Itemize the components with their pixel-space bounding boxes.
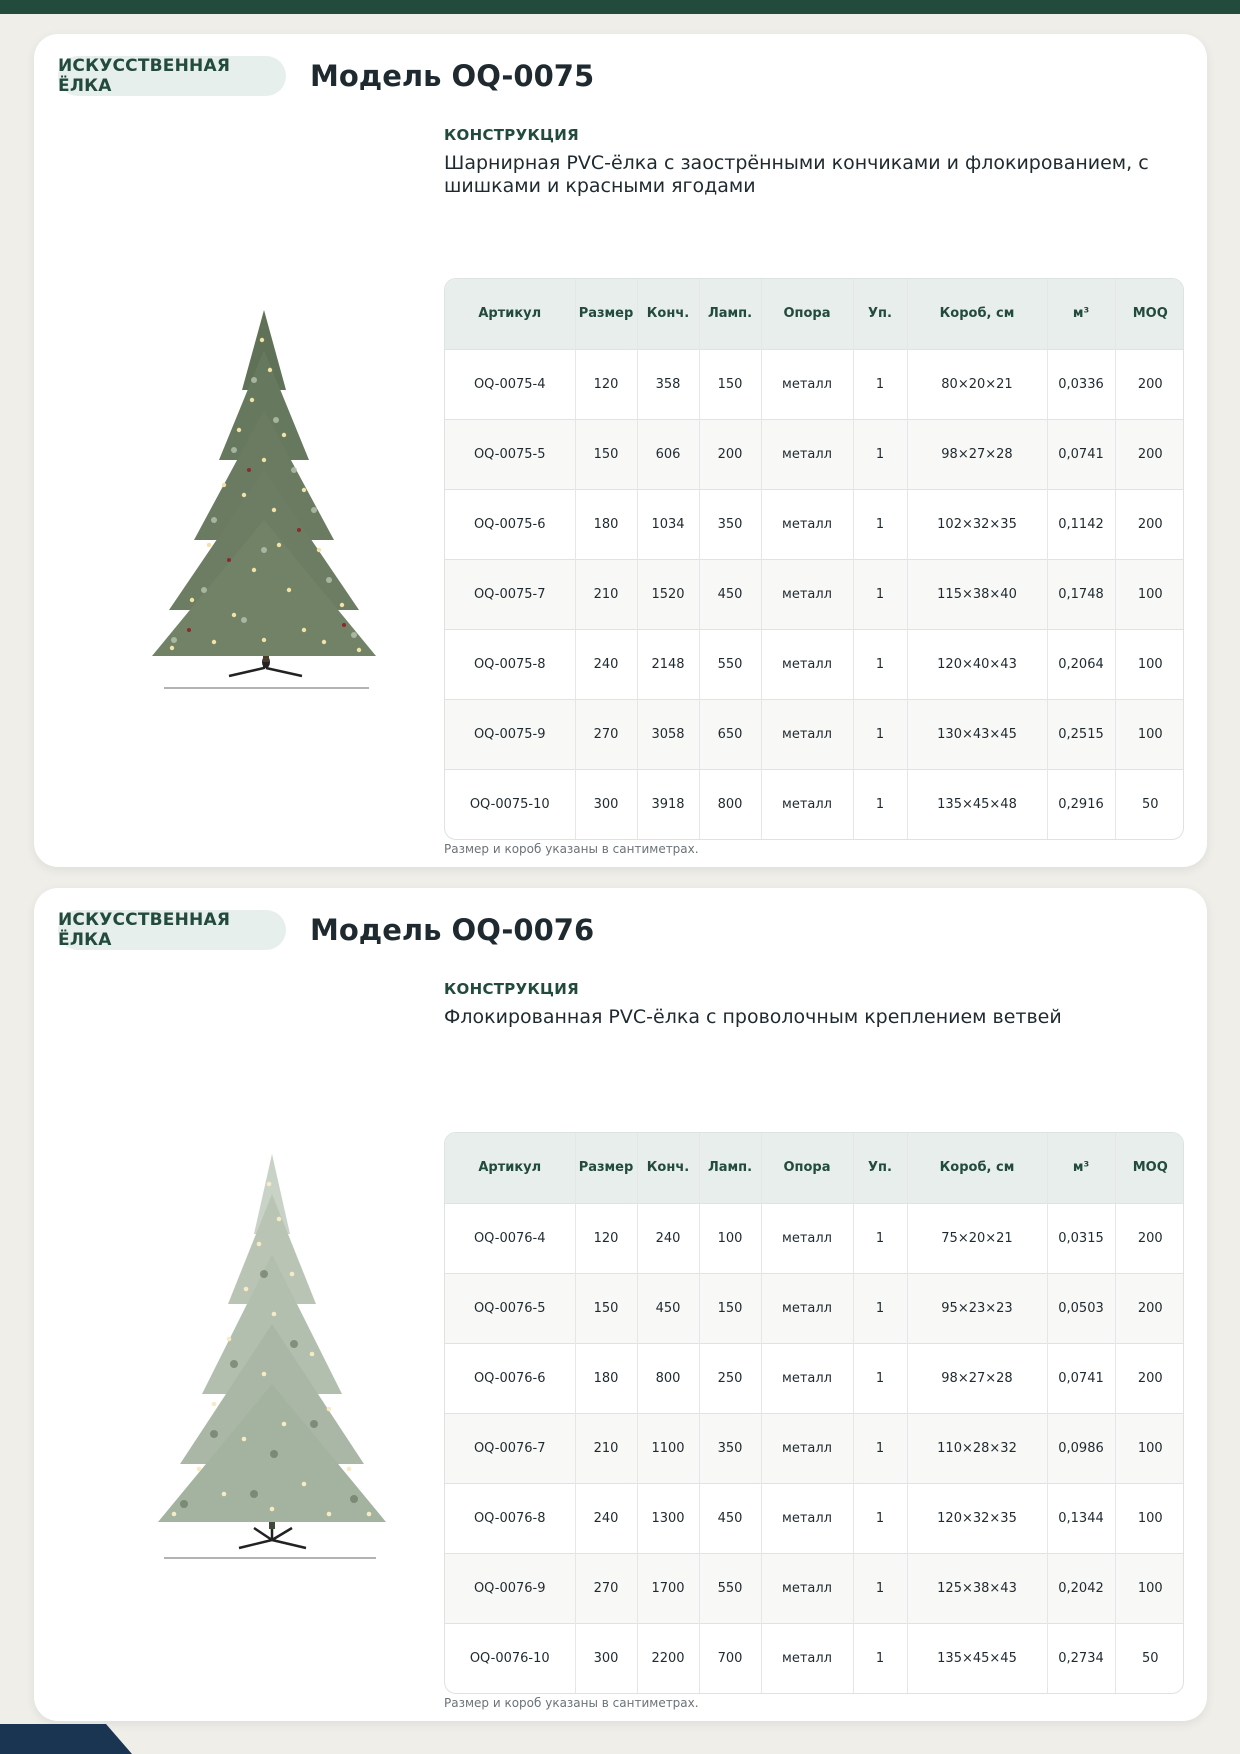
cell-tips: 3058 [637, 699, 699, 769]
cell-lamps: 150 [699, 1273, 761, 1343]
header-moq: MOQ [1115, 279, 1184, 349]
cell-moq: 50 [1115, 1623, 1184, 1693]
cell-lamps: 350 [699, 1413, 761, 1483]
model-title: Модель OQ-0075 [310, 59, 595, 93]
top-accent-bar [0, 0, 1240, 14]
cell-lamps: 350 [699, 489, 761, 559]
cell-pack: 1 [853, 1483, 907, 1553]
cell-pack: 1 [853, 699, 907, 769]
cell-volume: 0,1344 [1047, 1483, 1115, 1553]
cell-pack: 1 [853, 769, 907, 839]
cell-box: 135×45×48 [907, 769, 1047, 839]
cell-article: OQ-0076-8 [445, 1483, 575, 1553]
header-box: Короб, см [907, 279, 1047, 349]
table-row [445, 699, 1184, 769]
corner-accent-shape [0, 1724, 132, 1754]
category-badge: ИСКУССТВЕННАЯ ЁЛКА [58, 56, 286, 96]
header-size: Размер [575, 279, 637, 349]
cell-tips: 1034 [637, 489, 699, 559]
cell-stand: металл [761, 769, 853, 839]
cell-box: 130×43×45 [907, 699, 1047, 769]
cell-lamps: 450 [699, 1483, 761, 1553]
table-row [445, 489, 1184, 559]
product-card-oq-0075 [34, 34, 1207, 867]
cell-article: OQ-0075-4 [445, 349, 575, 419]
table-row [445, 559, 1184, 629]
cell-moq: 100 [1115, 699, 1184, 769]
cell-volume: 0,2064 [1047, 629, 1115, 699]
cell-lamps: 200 [699, 419, 761, 489]
cell-size: 180 [575, 489, 637, 559]
cell-tips: 1100 [637, 1413, 699, 1483]
cell-pack: 1 [853, 1273, 907, 1343]
cell-moq: 200 [1115, 489, 1184, 559]
construction-label: КОНСТРУКЦИЯ [444, 980, 579, 998]
model-title: Модель OQ-0076 [310, 913, 595, 947]
cell-moq: 200 [1115, 1273, 1184, 1343]
cell-article: OQ-0076-9 [445, 1553, 575, 1623]
cell-tips: 240 [637, 1203, 699, 1273]
cell-volume: 0,0336 [1047, 349, 1115, 419]
cell-box: 75×20×21 [907, 1203, 1047, 1273]
category-badge: ИСКУССТВЕННАЯ ЁЛКА [58, 910, 286, 950]
construction-description: Шарнирная PVC-ёлка с заострёнными кончиками и флокированием, с шишками и красными ягодами [444, 152, 1149, 197]
cell-moq: 200 [1115, 1203, 1184, 1273]
cell-article: OQ-0075-6 [445, 489, 575, 559]
cell-tips: 358 [637, 349, 699, 419]
cell-box: 120×32×35 [907, 1483, 1047, 1553]
cell-box: 110×28×32 [907, 1413, 1047, 1483]
spec-table [445, 1133, 1184, 1693]
cell-box: 120×40×43 [907, 629, 1047, 699]
cell-lamps: 550 [699, 1553, 761, 1623]
cell-lamps: 150 [699, 349, 761, 419]
cell-article: OQ-0076-10 [445, 1623, 575, 1693]
cell-box: 102×32×35 [907, 489, 1047, 559]
table-row [445, 1553, 1184, 1623]
header-article: Артикул [445, 279, 575, 349]
cell-pack: 1 [853, 1203, 907, 1273]
header-lamps: Ламп. [699, 279, 761, 349]
cell-box: 125×38×43 [907, 1553, 1047, 1623]
tree-photo-icon [114, 1124, 414, 1584]
tree-illustration [114, 270, 414, 730]
cell-tips: 3918 [637, 769, 699, 839]
cell-volume: 0,0741 [1047, 1343, 1115, 1413]
cell-tips: 1520 [637, 559, 699, 629]
cell-article: OQ-0075-10 [445, 769, 575, 839]
construction-label: КОНСТРУКЦИЯ [444, 126, 579, 144]
cell-size: 120 [575, 349, 637, 419]
spec-table-container [444, 1132, 1184, 1694]
cell-tips: 2200 [637, 1623, 699, 1693]
cell-moq: 100 [1115, 1413, 1184, 1483]
header-lamps: Ламп. [699, 1133, 761, 1203]
table-header-row [445, 1133, 1184, 1203]
cell-stand: металл [761, 629, 853, 699]
cell-stand: металл [761, 1343, 853, 1413]
cell-tips: 450 [637, 1273, 699, 1343]
cell-moq: 100 [1115, 559, 1184, 629]
table-note: Размер и короб указаны в сантиметрах. [444, 1696, 699, 1710]
cell-stand: металл [761, 1273, 853, 1343]
cell-moq: 200 [1115, 1343, 1184, 1413]
cell-volume: 0,2515 [1047, 699, 1115, 769]
cell-pack: 1 [853, 1553, 907, 1623]
cell-tips: 1300 [637, 1483, 699, 1553]
table-row [445, 1203, 1184, 1273]
cell-size: 120 [575, 1203, 637, 1273]
cell-stand: металл [761, 699, 853, 769]
header-volume: м³ [1047, 279, 1115, 349]
spec-table [445, 279, 1184, 839]
cell-stand: металл [761, 1623, 853, 1693]
header-stand: Опора [761, 1133, 853, 1203]
cell-lamps: 700 [699, 1623, 761, 1693]
cell-volume: 0,2916 [1047, 769, 1115, 839]
cell-stand: металл [761, 349, 853, 419]
cell-stand: металл [761, 419, 853, 489]
header-stand: Опора [761, 279, 853, 349]
cell-pack: 1 [853, 489, 907, 559]
cell-volume: 0,0503 [1047, 1273, 1115, 1343]
cell-stand: металл [761, 1413, 853, 1483]
cell-stand: металл [761, 1203, 853, 1273]
header-moq: MOQ [1115, 1133, 1184, 1203]
cell-size: 210 [575, 559, 637, 629]
cell-size: 210 [575, 1413, 637, 1483]
cell-box: 95×23×23 [907, 1273, 1047, 1343]
cell-size: 300 [575, 1623, 637, 1693]
header-volume: м³ [1047, 1133, 1115, 1203]
cell-article: OQ-0075-7 [445, 559, 575, 629]
cell-size: 270 [575, 699, 637, 769]
cell-box: 80×20×21 [907, 349, 1047, 419]
cell-lamps: 250 [699, 1343, 761, 1413]
header-size: Размер [575, 1133, 637, 1203]
cell-volume: 0,0741 [1047, 419, 1115, 489]
cell-size: 180 [575, 1343, 637, 1413]
cell-size: 150 [575, 419, 637, 489]
cell-size: 150 [575, 1273, 637, 1343]
cell-tips: 800 [637, 1343, 699, 1413]
cell-box: 135×45×45 [907, 1623, 1047, 1693]
cell-stand: металл [761, 1483, 853, 1553]
header-pack: Уп. [853, 1133, 907, 1203]
cell-pack: 1 [853, 559, 907, 629]
cell-pack: 1 [853, 349, 907, 419]
cell-moq: 100 [1115, 629, 1184, 699]
cell-article: OQ-0076-6 [445, 1343, 575, 1413]
cell-lamps: 450 [699, 559, 761, 629]
cell-pack: 1 [853, 1623, 907, 1693]
tree-photo-icon [114, 270, 414, 730]
cell-size: 300 [575, 769, 637, 839]
cell-moq: 200 [1115, 419, 1184, 489]
cell-volume: 0,0315 [1047, 1203, 1115, 1273]
spec-table-container [444, 278, 1184, 840]
header-pack: Уп. [853, 279, 907, 349]
cell-article: OQ-0076-7 [445, 1413, 575, 1483]
tree-illustration [114, 1124, 414, 1584]
cell-volume: 0,1748 [1047, 559, 1115, 629]
header-box: Короб, см [907, 1133, 1047, 1203]
cell-tips: 2148 [637, 629, 699, 699]
cell-article: OQ-0075-9 [445, 699, 575, 769]
table-row [445, 349, 1184, 419]
product-card-oq-0076 [34, 888, 1207, 1721]
cell-box: 115×38×40 [907, 559, 1047, 629]
cell-pack: 1 [853, 629, 907, 699]
cell-stand: металл [761, 489, 853, 559]
cell-lamps: 100 [699, 1203, 761, 1273]
cell-box: 98×27×28 [907, 1343, 1047, 1413]
cell-volume: 0,1142 [1047, 489, 1115, 559]
table-row [445, 1623, 1184, 1693]
table-header-row [445, 279, 1184, 349]
cell-moq: 100 [1115, 1483, 1184, 1553]
header-tips: Конч. [637, 279, 699, 349]
cell-volume: 0,0986 [1047, 1413, 1115, 1483]
table-row [445, 1273, 1184, 1343]
cell-pack: 1 [853, 419, 907, 489]
cell-tips: 606 [637, 419, 699, 489]
header-article: Артикул [445, 1133, 575, 1203]
cell-size: 270 [575, 1553, 637, 1623]
cell-lamps: 550 [699, 629, 761, 699]
table-row [445, 1483, 1184, 1553]
construction-description: Флокированная PVC-ёлка с проволочным креплением ветвей [444, 1006, 1062, 1028]
cell-stand: металл [761, 1553, 853, 1623]
table-note: Размер и короб указаны в сантиметрах. [444, 842, 699, 856]
cell-pack: 1 [853, 1343, 907, 1413]
cell-size: 240 [575, 1483, 637, 1553]
table-row [445, 1343, 1184, 1413]
cell-volume: 0,2042 [1047, 1553, 1115, 1623]
cell-stand: металл [761, 559, 853, 629]
cell-article: OQ-0075-8 [445, 629, 575, 699]
cell-volume: 0,2734 [1047, 1623, 1115, 1693]
cell-size: 240 [575, 629, 637, 699]
table-row [445, 769, 1184, 839]
cell-box: 98×27×28 [907, 419, 1047, 489]
cell-article: OQ-0076-4 [445, 1203, 575, 1273]
cell-article: OQ-0075-5 [445, 419, 575, 489]
cell-moq: 200 [1115, 349, 1184, 419]
table-row [445, 629, 1184, 699]
cell-tips: 1700 [637, 1553, 699, 1623]
cell-article: OQ-0076-5 [445, 1273, 575, 1343]
cell-lamps: 800 [699, 769, 761, 839]
cell-pack: 1 [853, 1413, 907, 1483]
table-row [445, 419, 1184, 489]
cell-moq: 100 [1115, 1553, 1184, 1623]
cell-moq: 50 [1115, 769, 1184, 839]
table-row [445, 1413, 1184, 1483]
cell-lamps: 650 [699, 699, 761, 769]
header-tips: Конч. [637, 1133, 699, 1203]
